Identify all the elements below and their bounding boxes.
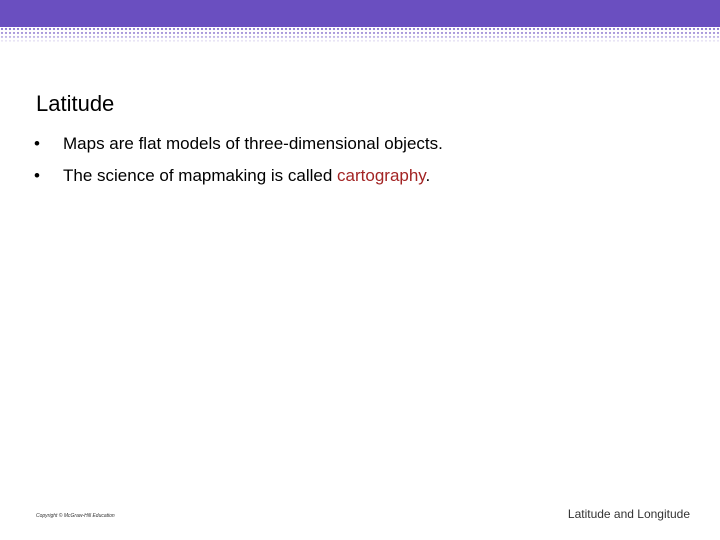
header-band xyxy=(0,0,720,27)
bullet-marker: • xyxy=(34,166,40,185)
highlighted-term: cartography xyxy=(337,166,426,185)
bullet-text xyxy=(63,131,443,157)
bullet-text-part: . xyxy=(425,166,431,185)
footer-title: Latitude and Longitude xyxy=(567,507,690,521)
bullet-text-part: Maps are flat models of three-dimensional objects. xyxy=(63,134,443,153)
header-dot-pattern xyxy=(0,27,720,43)
bullet-text xyxy=(63,163,430,189)
bullet-text-part: The science of mapmaking is called xyxy=(63,166,338,185)
bullet-marker: • xyxy=(34,134,40,153)
slide-title: Latitude xyxy=(36,91,115,116)
copyright-notice: Copyright © McGraw-Hill Education xyxy=(36,513,115,519)
